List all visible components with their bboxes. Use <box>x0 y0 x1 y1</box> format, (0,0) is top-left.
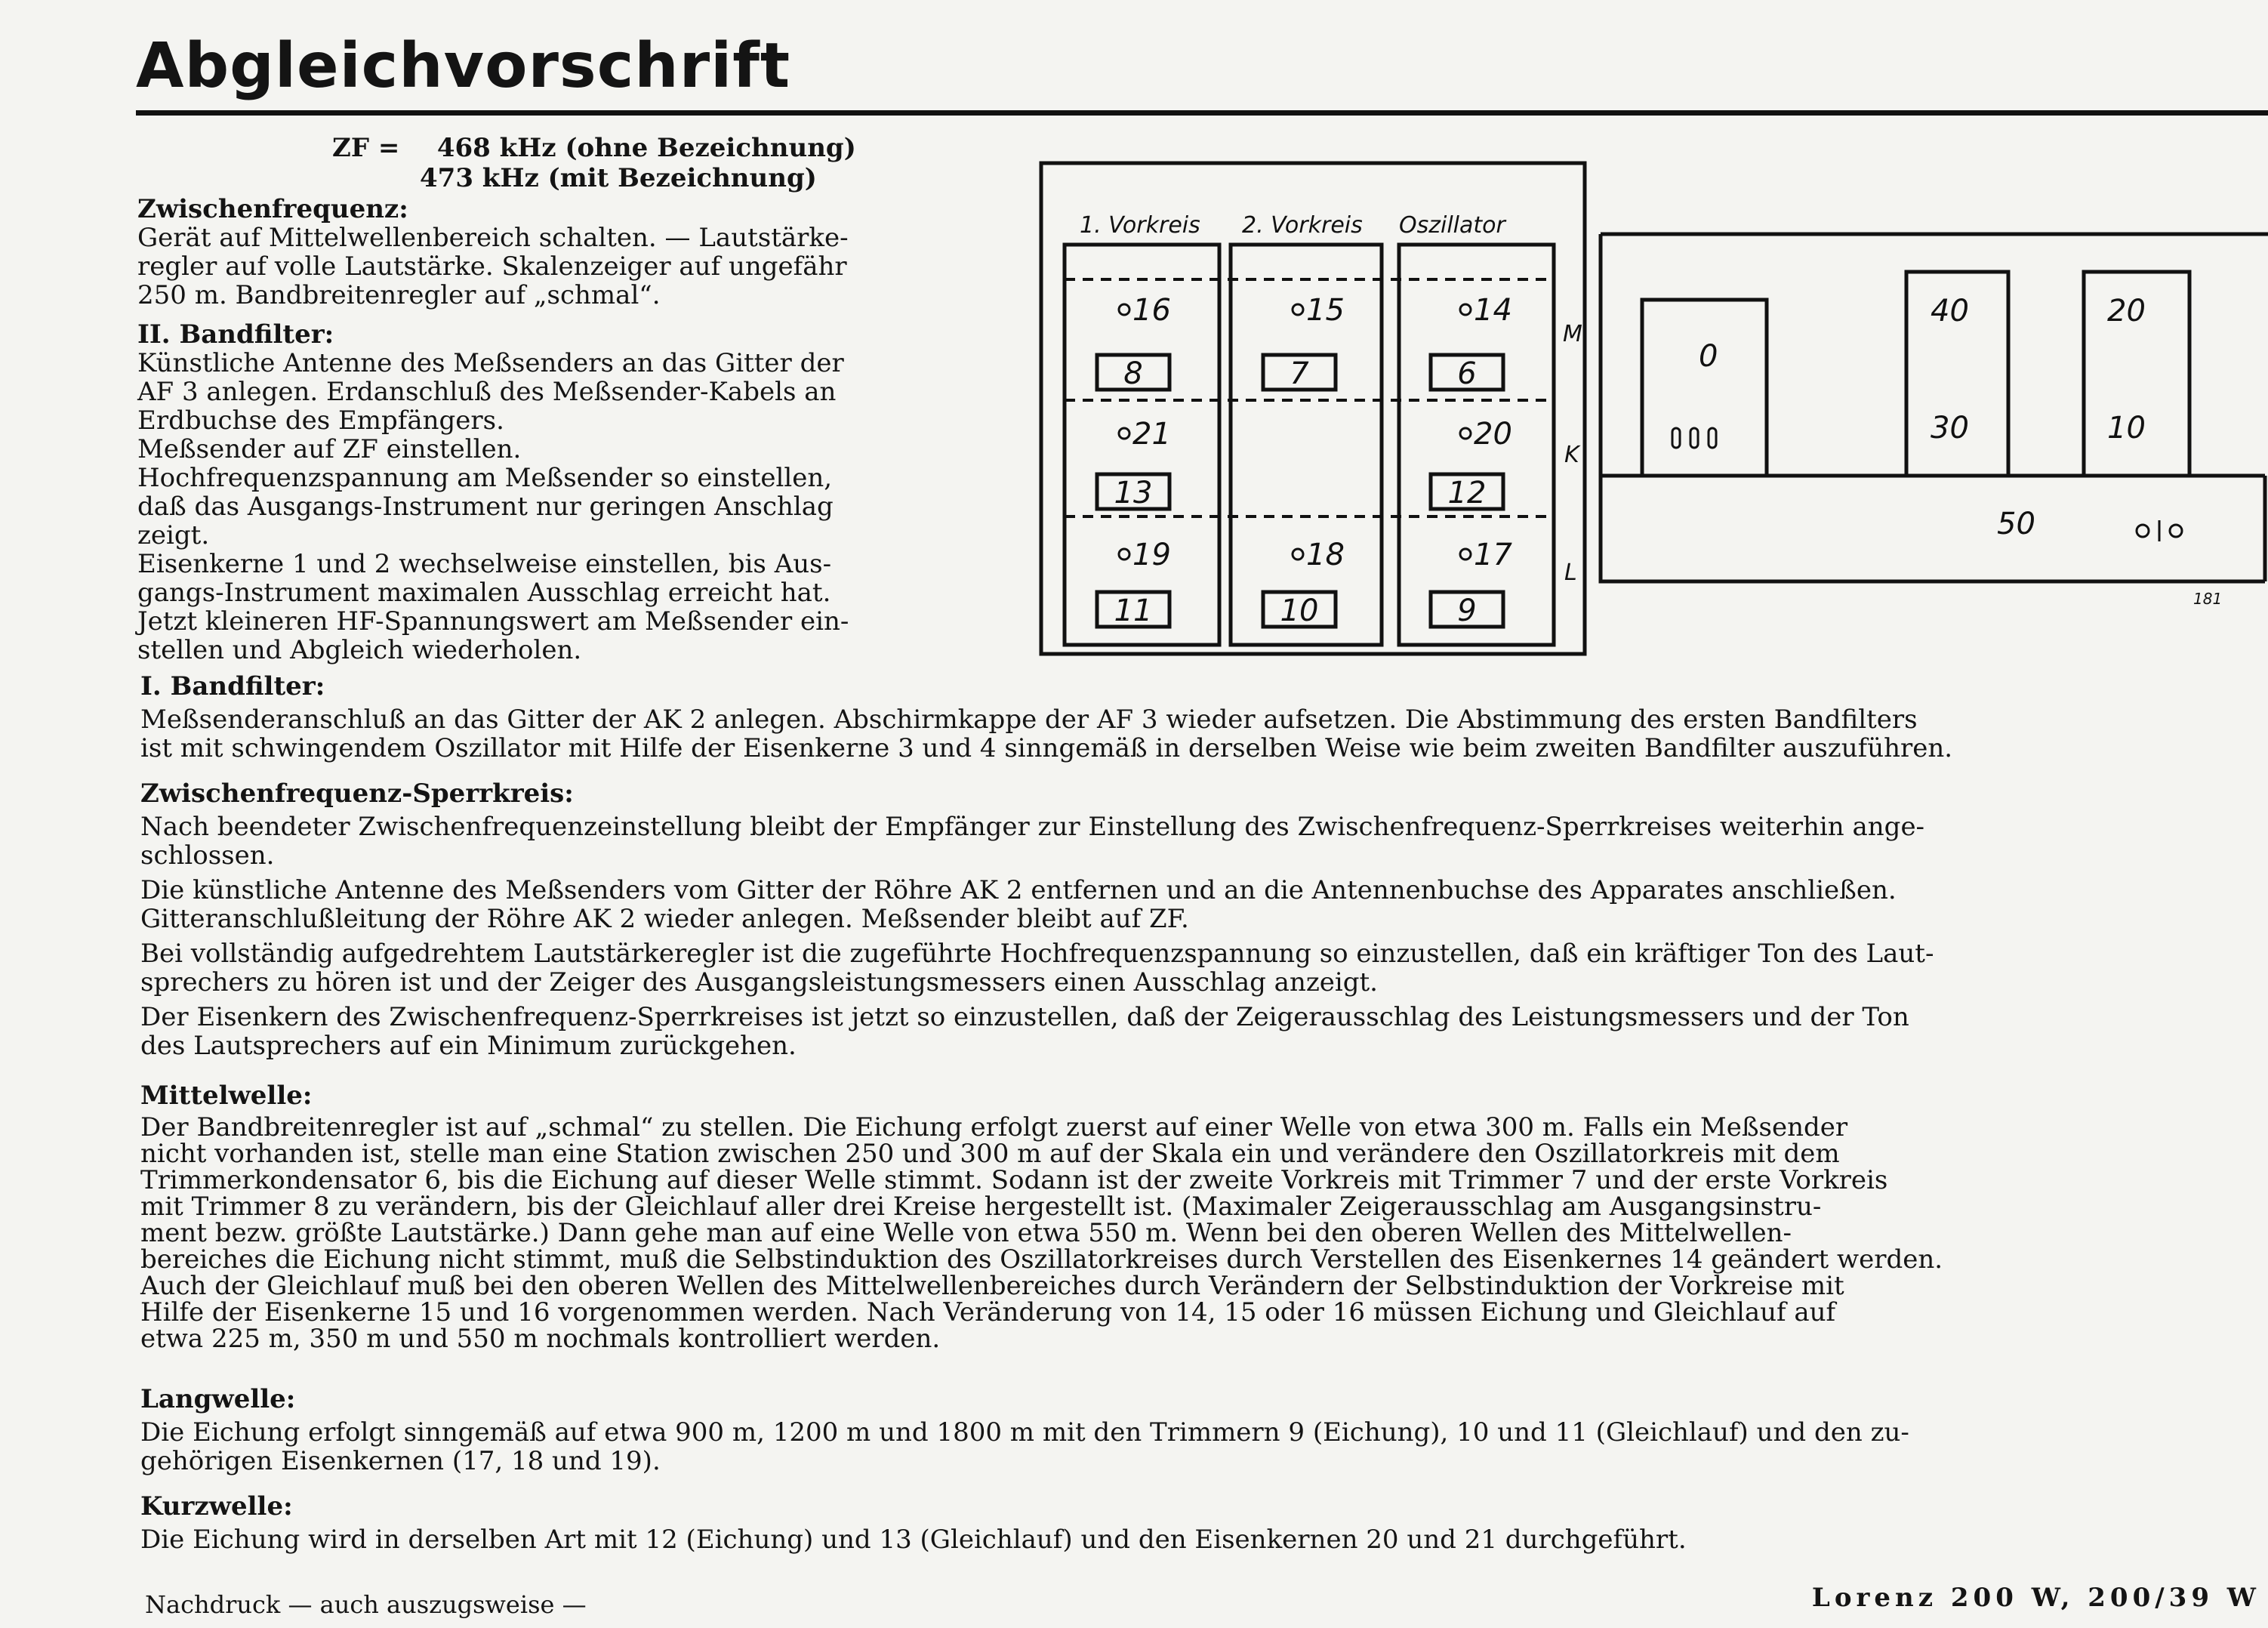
text-line: Meßsenderanschluß an das Gitter der AK 2 anlegen. Abschirmkappe der AF 3 wieder aufsetzen. Die Abstimmung des ersten Bandfilters <box>140 705 1918 735</box>
zf-line-2: 473 kHz (mit Bezeichnung) <box>420 163 817 193</box>
section-zwischenfrequenz <box>137 195 991 310</box>
heading-kurzwelle: Kurzwelle: <box>140 1491 293 1522</box>
core-label: 19 <box>1132 538 1171 572</box>
coil-layout-diagram-2 <box>1597 230 2268 608</box>
heading-bandfilter-1: I. Bandfilter: <box>140 671 325 701</box>
heading-bandfilter-2: II. Bandfilter: <box>137 319 334 350</box>
core-label: 18 <box>1306 538 1345 572</box>
section-kurzwelle <box>140 1492 2262 1559</box>
trimmer-label: 10 <box>1280 594 1319 628</box>
adjust-label: 10 <box>2107 411 2146 446</box>
adjust-label: 0 <box>1699 339 1718 374</box>
section-mittelwelle <box>140 1081 2262 1352</box>
zf-eq: = <box>377 133 400 163</box>
text-line: gangs-Instrument maximalen Ausschlag erreicht hat. <box>137 578 831 608</box>
text-line: Die künstliche Antenne des Meßsenders vom Gitter der Röhre AK 2 entfernen und an die Antennenbuchse des Apparates anschließen. <box>140 875 1897 905</box>
column-label: 2. Vorkreis <box>1242 212 1363 239</box>
band-label: L <box>1564 560 1577 586</box>
trimmer-label: 7 <box>1290 356 1309 391</box>
footer-reprint-note: Nachdruck — auch auszugsweise — <box>145 1590 587 1619</box>
section-langwelle <box>140 1385 2262 1480</box>
core-label: 15 <box>1306 293 1345 328</box>
zf-label: ZF <box>332 133 369 163</box>
text-line: 250 m. Bandbreitenregler auf „schmal“. <box>137 280 661 310</box>
trimmer-label: 8 <box>1123 356 1143 391</box>
trimmer-label: 13 <box>1114 476 1153 510</box>
zf-values <box>332 133 856 193</box>
core-label: 14 <box>1474 293 1512 328</box>
title-rule <box>136 110 2268 116</box>
adjust-label: 50 <box>1997 507 2035 541</box>
text-line: stellen und Abgleich wiederholen. <box>137 635 582 665</box>
text-line: zeigt. <box>137 520 210 550</box>
text-line: Hochfrequenzspannung am Meßsender so einstellen, <box>137 463 833 493</box>
heading-mittelwelle: Mittelwelle: <box>140 1081 313 1111</box>
text-line: Bei vollständig aufgedrehtem Lautstärkeregler ist die zugeführte Hochfrequenzspannung so einzustellen, daß ein kräftiger Ton des Laut- <box>140 939 1934 969</box>
trimmer-label: 6 <box>1457 356 1477 391</box>
footer-model: Lorenz 200 W, 200/39 W <box>1811 1583 2260 1613</box>
column-label: Oszillator <box>1399 212 1505 239</box>
column-label: 1. Vorkreis <box>1080 212 1200 239</box>
heading-zwischenfrequenz: Zwischenfrequenz: <box>137 194 408 224</box>
adjust-label: 30 <box>1931 411 1969 446</box>
text-line: Erdbuchse des Empfängers. <box>137 405 504 436</box>
text-line: Auch der Gleichlauf muß bei den oberen Wellen des Mittelwellenbereiches durch Verändern der Selbstinduktion der Vorkreise mit <box>140 1271 1844 1301</box>
heading-sperrkreis: Zwischenfrequenz-Sperrkreis: <box>140 779 574 809</box>
text-line: Gerät auf Mittelwellenbereich schalten. — Lautstärke- <box>137 223 849 253</box>
text-line: AF 3 anlegen. Erdanschluß des Meßsender-Kabels an <box>137 377 837 407</box>
section-bandfilter-1 <box>140 672 2262 767</box>
trimmer-label: 9 <box>1457 594 1477 628</box>
text-line: Der Bandbreitenregler ist auf „schmal“ zu stellen. Die Eichung erfolgt zuerst auf einer Welle von etwa 300 m. Falls ein Meßsender <box>140 1112 1848 1142</box>
text-line: gehörigen Eisenkernen (17, 18 und 19). <box>140 1446 661 1476</box>
text-line: ment bezw. größte Lautstärke.) Dann gehe man auf eine Welle von etwa 550 m. Wenn bei den oberen Wellen des Mittelwellen- <box>140 1218 1792 1248</box>
trimmer-label: 11 <box>1114 594 1153 628</box>
adjust-label: 40 <box>1931 294 1969 328</box>
core-label: 16 <box>1132 293 1171 328</box>
text-line: Jetzt kleineren HF-Spannungswert am Meßsender ein- <box>137 606 849 637</box>
text-line: des Lautsprechers auf ein Minimum zurückgehen. <box>140 1031 797 1061</box>
tube-socket-pins <box>1672 428 2182 541</box>
text-line: etwa 225 m, 350 m und 550 m nochmals kontrolliert werden. <box>140 1324 941 1354</box>
text-line: Meßsender auf ZF einstellen. <box>137 434 522 464</box>
section-bandfilter-2 <box>137 320 991 664</box>
text-line: Eisenkerne 1 und 2 wechselweise einstellen, bis Aus- <box>137 549 832 579</box>
text-line: nicht vorhanden ist, stelle man eine Station zwischen 250 und 300 m auf der Skala ein und verändere den Oszillatorkreis mit dem <box>140 1139 1840 1169</box>
core-label: 21 <box>1132 417 1171 452</box>
text-line: sprechers zu hören ist und der Zeiger des Ausgangsleistungsmessers einen Ausschlag anzeigt. <box>140 967 1378 997</box>
text-line: Die Eichung erfolgt sinngemäß auf etwa 900 m, 1200 m und 1800 m mit den Trimmern 9 (Eichung), 10 und 11 (Gleichlauf) und den zu- <box>140 1417 1909 1448</box>
adjust-label: 20 <box>2107 294 2146 328</box>
section-sperrkreis <box>140 779 2262 1065</box>
text-line: bereiches die Eichung nicht stimmt, muß die Selbstinduktion des Oszillatorkreises durch Verstellen des Eisenkernes 14 geändert werden. <box>140 1244 1943 1275</box>
page-title: Abgleichvorschrift <box>136 30 791 102</box>
text-line: mit Trimmer 8 zu verändern, bis der Gleichlauf aller drei Kreise hergestellt ist. (Maximaler Zeigerausschlag am Ausgangsinstru- <box>140 1192 1822 1222</box>
text-line: Nach beendeter Zwischenfrequenzeinstellung bleibt der Empfänger zur Einstellung des Zwischenfrequenz-Sperrkreises weiterhin ange- <box>140 812 1925 842</box>
text-line: Der Eisenkern des Zwischenfrequenz-Sperrkreises ist jetzt so einzustellen, daß der Zeigerausschlag des Leistungsmessers und der Ton <box>140 1002 1909 1032</box>
text-line: daß das Ausgangs-Instrument nur geringen Anschlag <box>137 492 834 522</box>
heading-langwelle: Langwelle: <box>140 1384 296 1414</box>
text-line: Gitteranschlußleitung der Röhre AK 2 wieder anlegen. Meßsender bleibt auf ZF. <box>140 904 1189 934</box>
band-label: M <box>1563 321 1582 347</box>
core-label: 17 <box>1474 538 1512 572</box>
zf-line-1: 468 kHz (ohne Bezeichnung) <box>436 133 856 163</box>
coil-layout-diagram-1 <box>1038 160 1597 658</box>
core-label: 20 <box>1474 417 1512 452</box>
text-line: Künstliche Antenne des Meßsenders an das Gitter der <box>137 348 844 378</box>
band-label: K <box>1564 442 1579 468</box>
text-line: schlossen. <box>140 840 275 871</box>
trimmer-label: 12 <box>1447 476 1487 510</box>
text-line: Trimmerkondensator 6, bis die Eichung auf dieser Welle stimmt. Sodann ist der zweite Vorkreis mit Trimmer 7 und der erste Vorkreis <box>140 1165 1888 1195</box>
figure-number: 181 <box>2193 590 2223 608</box>
text-line: ist mit schwingendem Oszillator mit Hilfe der Eisenkerne 3 und 4 sinngemäß in derselben Weise wie beim zweiten Bandfilter auszuführen. <box>140 733 1953 763</box>
text-line: Hilfe der Eisenkerne 15 und 16 vorgenommen werden. Nach Veränderung von 14, 15 oder 16 müssen Eichung und Gleichlauf auf <box>140 1297 1836 1327</box>
text-line: Die Eichung wird in derselben Art mit 12 (Eichung) und 13 (Gleichlauf) und den Eisenkernen 20 und 21 durchgeführt. <box>140 1525 1687 1555</box>
text-line: regler auf volle Lautstärke. Skalenzeiger auf ungefähr <box>137 251 847 282</box>
